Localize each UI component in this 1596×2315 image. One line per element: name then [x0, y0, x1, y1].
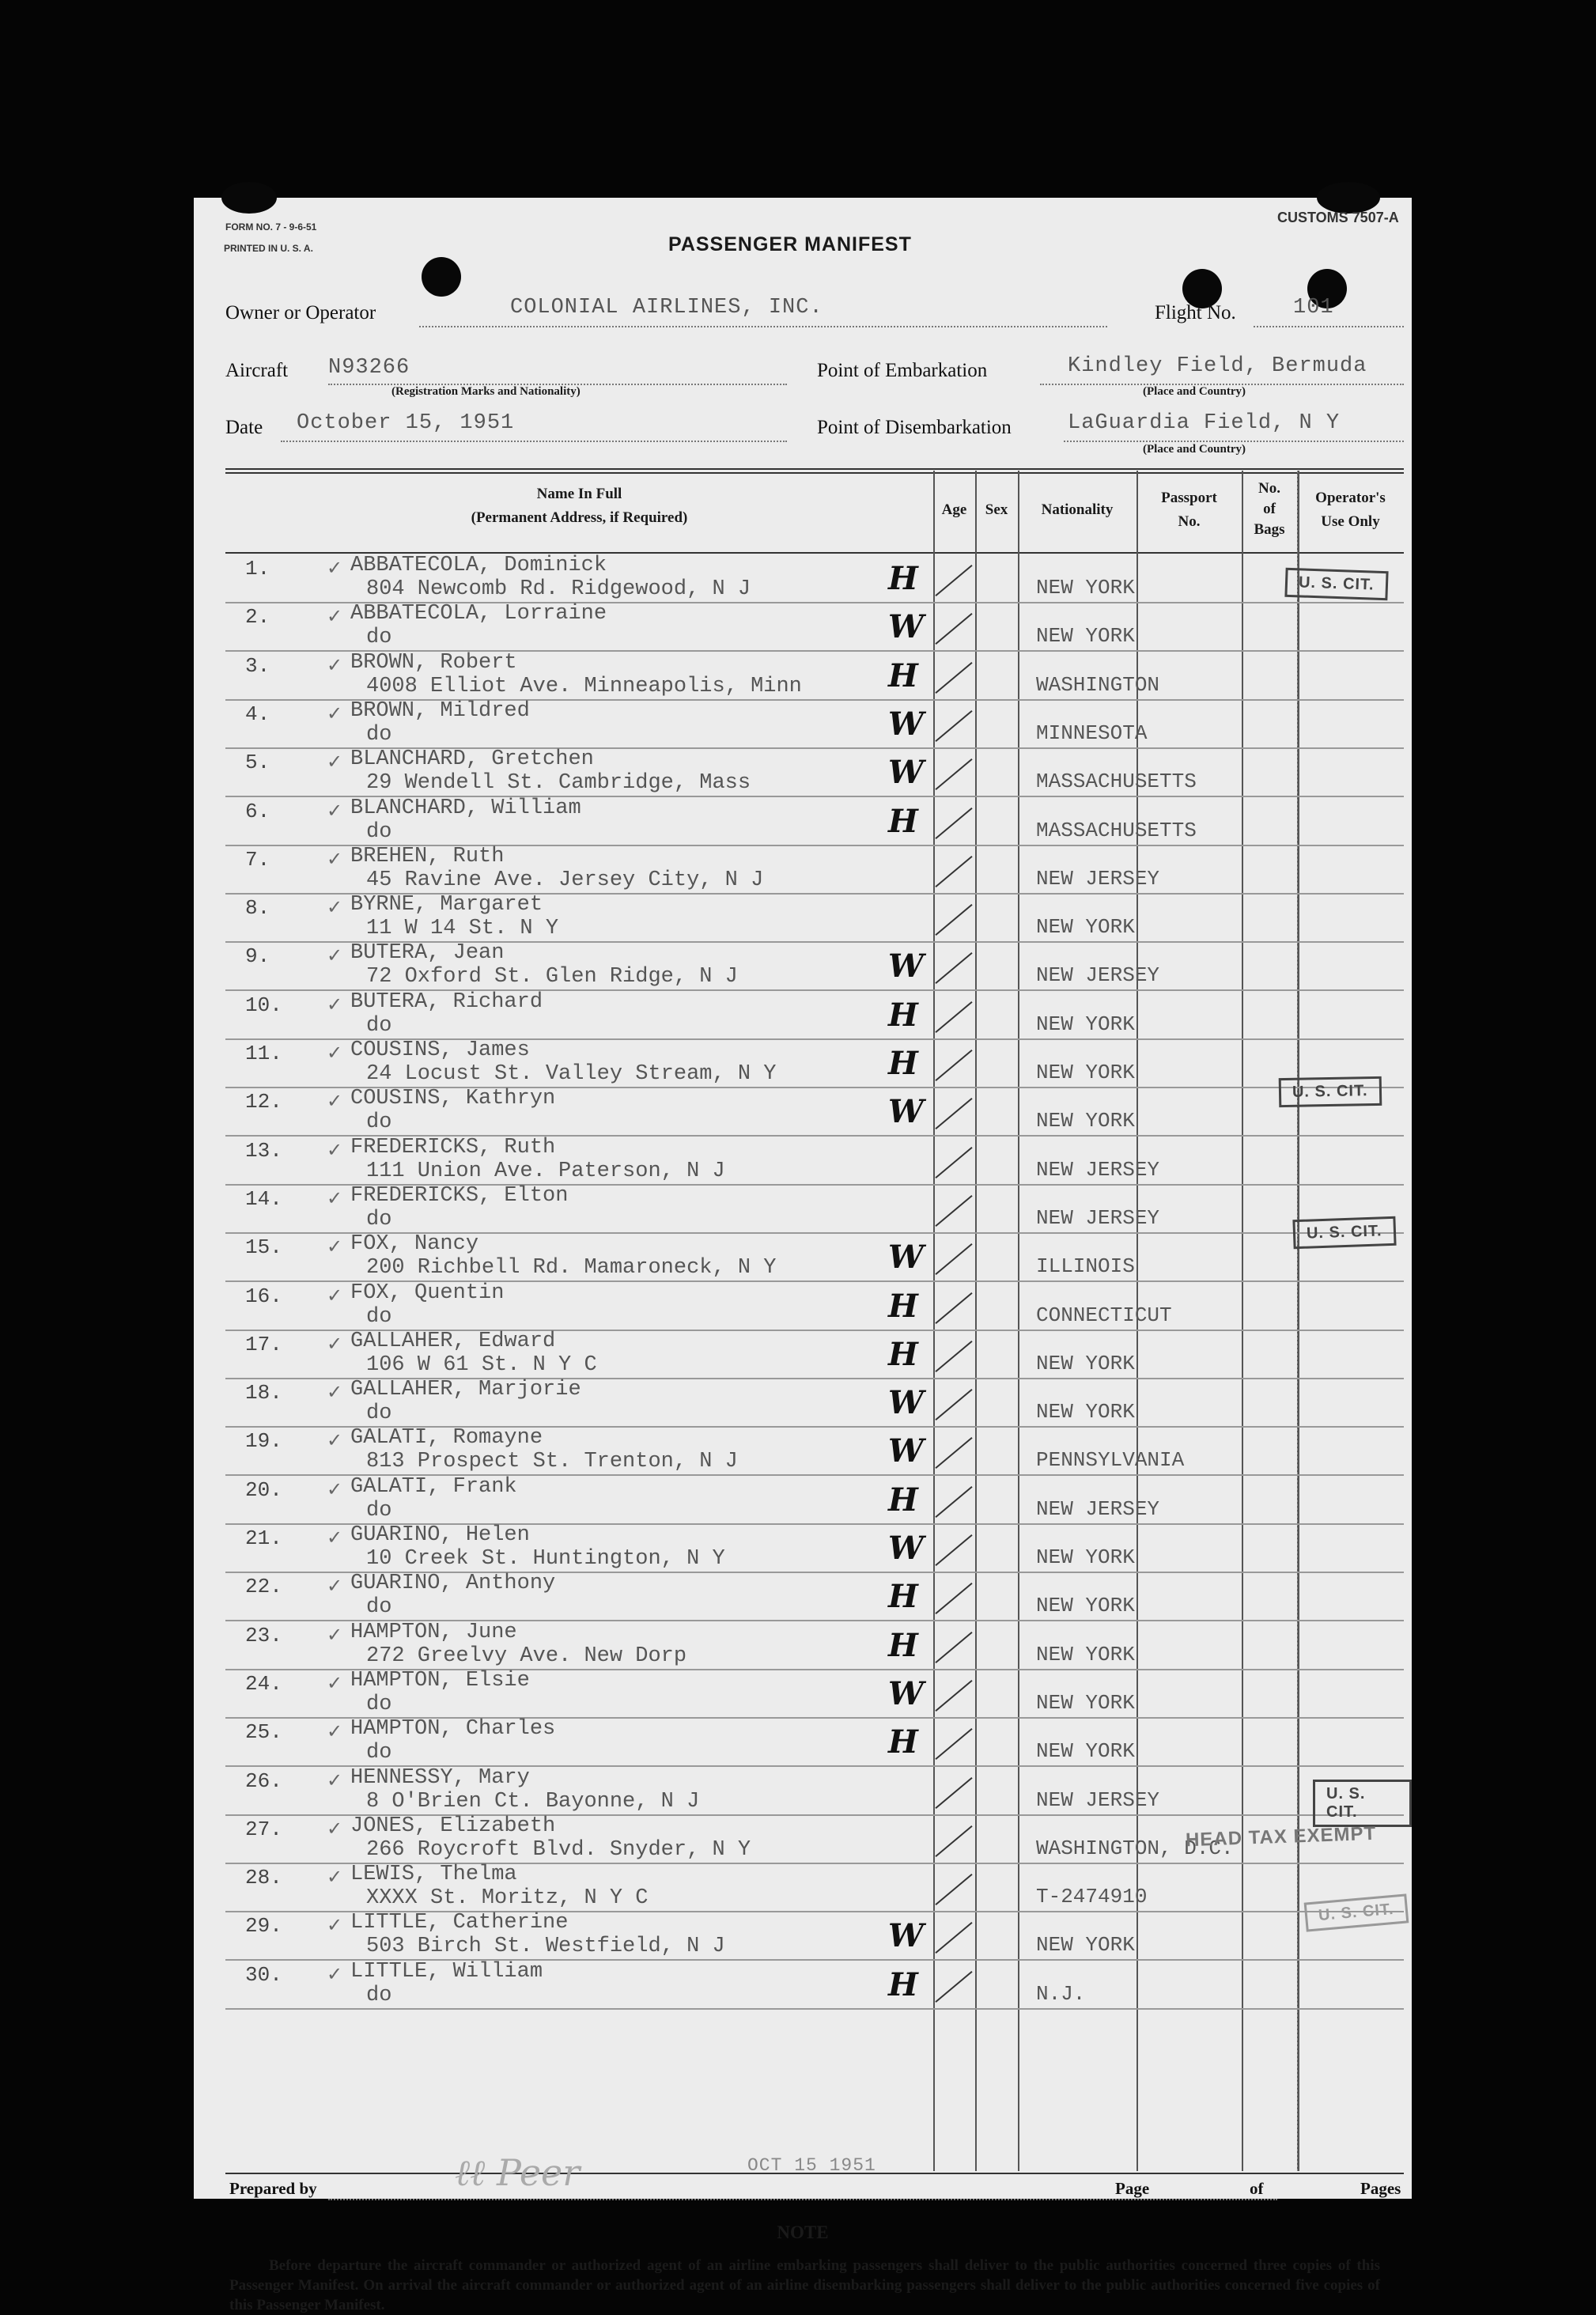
- passenger-number: 4.: [245, 702, 270, 726]
- passenger-number: 6.: [245, 799, 270, 823]
- check-mark-icon: ✓: [327, 1090, 343, 1113]
- passenger-name: BLANCHARD, Gretchen: [350, 747, 594, 772]
- passenger-number: 18.: [245, 1381, 282, 1405]
- disembarkation-label: Point of Disembarkation: [817, 417, 1012, 438]
- passenger-name: GUARINO, Helen: [350, 1523, 530, 1547]
- check-mark-icon: ✓: [327, 1429, 343, 1452]
- us-cit-stamp: U. S. CIT.: [1279, 1076, 1382, 1107]
- table-row: [225, 1184, 1404, 1234]
- check-mark-icon: ✓: [327, 1042, 343, 1064]
- passenger-sex-mark: H: [888, 1335, 918, 1373]
- punch-hole: [221, 182, 277, 214]
- table-row: [225, 893, 1404, 943]
- age-slash-mark: [935, 1583, 972, 1614]
- pages-label: Pages: [1360, 2179, 1401, 2198]
- passenger-address: do: [366, 626, 392, 650]
- passenger-nationality: N.J.: [1036, 1981, 1086, 2006]
- table-row: [225, 1475, 1404, 1525]
- passenger-number: 15.: [245, 1235, 282, 1260]
- age-slash-mark: [935, 1195, 972, 1227]
- check-mark-icon: ✓: [327, 1186, 343, 1209]
- passenger-address: do: [366, 722, 392, 747]
- passenger-number: 21.: [245, 1526, 282, 1550]
- passenger-name: HENNESSY, Mary: [350, 1765, 530, 1790]
- passenger-number: 20.: [245, 1477, 282, 1502]
- passenger-address: 24 Locust St. Valley Stream, N Y: [366, 1062, 777, 1086]
- age-slash-mark: [935, 1001, 972, 1033]
- age-slash-mark: [935, 1825, 972, 1857]
- passenger-address: do: [366, 1741, 392, 1765]
- table-row: [225, 554, 1404, 603]
- table-row: [225, 651, 1404, 701]
- age-slash-mark: [935, 904, 972, 936]
- passenger-number: 10.: [245, 993, 282, 1017]
- passenger-number: 2.: [245, 605, 270, 630]
- passenger-sex-mark: W: [888, 1530, 924, 1567]
- passenger-nationality: NEW YORK: [1036, 576, 1135, 600]
- passenger-nationality: NEW JERSEY: [1036, 866, 1160, 891]
- passenger-address: XXXX St. Moritz, N Y C: [366, 1886, 649, 1911]
- passenger-number: 22.: [245, 1575, 282, 1599]
- age-slash-mark: [935, 1971, 972, 2003]
- passenger-address: 8 O'Brien Ct. Bayonne, N J: [366, 1789, 700, 1814]
- age-slash-mark: [935, 1292, 972, 1323]
- owner-value: COLONIAL AIRLINES, INC.: [510, 296, 823, 320]
- of-label: of: [1250, 2179, 1264, 2198]
- flight-value: 101: [1293, 296, 1334, 320]
- us-cit-stamp: U. S. CIT.: [1313, 1780, 1412, 1827]
- passenger-name: GALLAHER, Marjorie: [350, 1378, 581, 1402]
- check-mark-icon: ✓: [327, 1962, 343, 1985]
- passenger-address: 4008 Elliot Ave. Minneapolis, Minn: [366, 674, 802, 698]
- passenger-address: do: [366, 819, 392, 844]
- col-passport-header: Passport No.: [1161, 490, 1217, 530]
- passenger-nationality: NEW YORK: [1036, 1400, 1135, 1424]
- age-slash-mark: [935, 1728, 972, 1760]
- us-cit-stamp: U. S. CIT.: [1292, 1216, 1396, 1249]
- passenger-sex-mark: H: [888, 1965, 918, 2003]
- passenger-number: 23.: [245, 1623, 282, 1647]
- check-mark-icon: ✓: [327, 1477, 343, 1500]
- passenger-nationality: NEW YORK: [1036, 1933, 1135, 1958]
- passenger-address: do: [366, 1983, 392, 2007]
- passenger-name: LITTLE, Catherine: [350, 1911, 569, 1935]
- passenger-name: GALATI, Frank: [350, 1474, 517, 1499]
- passenger-number: 25.: [245, 1720, 282, 1745]
- table-row: [225, 1038, 1404, 1088]
- passenger-number: 30.: [245, 1962, 282, 1987]
- age-slash-mark: [935, 1680, 972, 1712]
- passenger-nationality: NEW YORK: [1036, 1690, 1135, 1715]
- col-operator-header: Operator's Use Only: [1315, 490, 1386, 530]
- age-slash-mark: [935, 1534, 972, 1566]
- passenger-nationality: CONNECTICUT: [1036, 1303, 1172, 1327]
- passenger-sex-mark: H: [888, 1626, 918, 1664]
- passenger-nationality: NEW YORK: [1036, 1109, 1135, 1133]
- passenger-name: BROWN, Mildred: [350, 698, 530, 723]
- passenger-address: 266 Roycroft Blvd. Snyder, N Y: [366, 1837, 751, 1862]
- age-slash-mark: [935, 807, 972, 838]
- passenger-number: 5.: [245, 751, 270, 775]
- table-row: [225, 1911, 1404, 1961]
- passenger-sex-mark: W: [888, 705, 924, 743]
- table-row: [225, 1621, 1404, 1670]
- passenger-address: 804 Newcomb Rd. Ridgewood, N J: [366, 577, 751, 601]
- passenger-address: 29 Wendell St. Cambridge, Mass: [366, 771, 751, 796]
- passenger-address: do: [366, 1692, 392, 1716]
- age-slash-mark: [935, 1147, 972, 1178]
- owner-label: Owner or Operator: [225, 302, 376, 323]
- table-row: [225, 1232, 1404, 1282]
- passenger-address: 503 Birch St. Westfield, N J: [366, 1935, 725, 1959]
- table-row: [225, 1330, 1404, 1379]
- age-slash-mark: [935, 1341, 972, 1372]
- passenger-number: 14.: [245, 1186, 282, 1211]
- passenger-name: HAMPTON, Charles: [350, 1717, 556, 1742]
- table-row: [225, 1669, 1404, 1719]
- age-slash-mark: [935, 613, 972, 645]
- passenger-number: 29.: [245, 1914, 282, 1939]
- check-mark-icon: ✓: [327, 1381, 343, 1404]
- passenger-nationality: NEW YORK: [1036, 915, 1135, 940]
- passenger-nationality: MINNESOTA: [1036, 721, 1148, 745]
- passenger-nationality: NEW YORK: [1036, 1351, 1135, 1375]
- check-mark-icon: ✓: [327, 799, 343, 822]
- passenger-name: FREDERICKS, Ruth: [350, 1135, 556, 1159]
- table-row: [225, 796, 1404, 846]
- prepared-by-label: Prepared by: [229, 2179, 317, 2198]
- printed-label: PRINTED IN U. S. A.: [224, 243, 313, 254]
- age-slash-mark: [935, 1050, 972, 1081]
- passenger-nationality: NEW YORK: [1036, 1739, 1135, 1764]
- passenger-name: BREHEN, Ruth: [350, 844, 505, 868]
- age-slash-mark: [935, 1632, 972, 1663]
- passenger-address: 11 W 14 St. N Y: [366, 917, 559, 941]
- passenger-number: 24.: [245, 1671, 282, 1696]
- passenger-sex-mark: H: [888, 1723, 918, 1761]
- passenger-sex-mark: W: [888, 1239, 924, 1277]
- passenger-nationality: NEW YORK: [1036, 1642, 1135, 1666]
- punch-hole: [1317, 182, 1380, 214]
- passenger-nationality: NEW YORK: [1036, 1061, 1135, 1084]
- date-received-stamp: OCT 15 1951: [747, 2155, 876, 2176]
- table-row: [225, 990, 1404, 1040]
- age-slash-mark: [935, 1776, 972, 1808]
- col-sex-header: Sex: [985, 501, 1008, 518]
- age-slash-mark: [935, 1922, 972, 1954]
- passenger-name: HAMPTON, Elsie: [350, 1668, 530, 1693]
- embarkation-value: Kindley Field, Bermuda: [1068, 354, 1367, 378]
- passenger-address: 72 Oxford St. Glen Ridge, N J: [366, 965, 738, 989]
- embarkation-sublabel: (Place and Country): [1143, 385, 1246, 398]
- table-row: [225, 602, 1404, 652]
- age-slash-mark: [935, 1389, 972, 1420]
- table-row: [225, 1960, 1404, 2010]
- date-value: October 15, 1951: [297, 411, 515, 435]
- passenger-nationality: WASHINGTON, D.C.: [1036, 1836, 1234, 1860]
- passenger-name: BROWN, Robert: [350, 650, 517, 675]
- table-row: [225, 1087, 1404, 1137]
- passenger-sex-mark: W: [888, 1093, 924, 1131]
- passenger-name: LEWIS, Thelma: [350, 1863, 517, 1887]
- passenger-address: 106 W 61 St. N Y C: [366, 1352, 597, 1377]
- check-mark-icon: ✓: [327, 1720, 343, 1743]
- us-cit-stamp: U. S. CIT.: [1304, 1893, 1409, 1931]
- check-mark-icon: ✓: [327, 1768, 343, 1791]
- passenger-name: FOX, Quentin: [350, 1280, 505, 1305]
- age-slash-mark: [935, 662, 972, 694]
- check-mark-icon: ✓: [327, 896, 343, 919]
- passenger-number: 3.: [245, 653, 270, 678]
- table-row: [225, 1136, 1404, 1186]
- passenger-name: COUSINS, James: [350, 1038, 530, 1062]
- passenger-sex-mark: W: [888, 1384, 924, 1422]
- manifest-sheet: [194, 198, 1412, 2313]
- date-label: Date: [225, 417, 263, 438]
- check-mark-icon: ✓: [327, 1817, 343, 1840]
- check-mark-icon: ✓: [327, 605, 343, 628]
- age-slash-mark: [935, 1098, 972, 1129]
- passenger-nationality: MASSACHUSETTS: [1036, 818, 1197, 842]
- disembarkation-sublabel: (Place and Country): [1143, 443, 1246, 456]
- passenger-nationality: MASSACHUSETTS: [1036, 770, 1197, 794]
- passenger-nationality: NEW JERSEY: [1036, 1205, 1160, 1230]
- table-row: [225, 1863, 1404, 1912]
- aircraft-label: Aircraft: [225, 360, 289, 381]
- passenger-nationality: NEW JERSEY: [1036, 1496, 1160, 1521]
- passenger-address: 45 Ravine Ave. Jersey City, N J: [366, 868, 764, 892]
- table-row: [225, 941, 1404, 991]
- passenger-address: do: [366, 1401, 392, 1426]
- punch-hole: [422, 257, 461, 297]
- passenger-sex-mark: H: [888, 802, 918, 840]
- table-row: [225, 1766, 1404, 1816]
- passenger-sex-mark: W: [888, 1432, 924, 1470]
- passenger-nationality: ILLINOIS: [1036, 1254, 1135, 1279]
- age-slash-mark: [935, 856, 972, 887]
- embarkation-label: Point of Embarkation: [817, 360, 988, 381]
- form-number: FORM NO. 7 - 9-6-51: [225, 221, 317, 233]
- passenger-address: do: [366, 1498, 392, 1523]
- col-name-header: Name In Full (Permanent Address, if Required): [471, 486, 688, 526]
- passenger-nationality: T-2474910: [1036, 1885, 1148, 1909]
- passenger-nationality: NEW YORK: [1036, 1545, 1135, 1569]
- passenger-sex-mark: W: [888, 608, 924, 646]
- passenger-sex-mark: H: [888, 656, 918, 694]
- passenger-name: ABBATECOLA, Lorraine: [350, 602, 607, 626]
- passenger-nationality: NEW JERSEY: [1036, 1157, 1160, 1182]
- age-slash-mark: [935, 1874, 972, 1905]
- table-row: [225, 1717, 1404, 1767]
- check-mark-icon: ✓: [327, 653, 343, 676]
- passenger-sex-mark: W: [888, 1674, 924, 1712]
- check-mark-icon: ✓: [327, 1671, 343, 1694]
- passenger-sex-mark: W: [888, 948, 924, 985]
- age-slash-mark: [935, 1486, 972, 1518]
- passenger-number: 17.: [245, 1332, 282, 1356]
- passenger-name: GALLAHER, Edward: [350, 1329, 556, 1353]
- passenger-name: BYRNE, Margaret: [350, 893, 543, 917]
- table-row: [225, 1378, 1404, 1428]
- table-row: [225, 699, 1404, 749]
- passenger-number: 11.: [245, 1042, 282, 1065]
- aircraft-sublabel: (Registration Marks and Nationality): [391, 385, 581, 398]
- check-mark-icon: ✓: [327, 1526, 343, 1549]
- passenger-name: JONES, Elizabeth: [350, 1814, 556, 1838]
- note-title: NOTE: [777, 2222, 829, 2242]
- passenger-number: 8.: [245, 896, 270, 921]
- page-title: PASSENGER MANIFEST: [668, 233, 912, 255]
- passenger-number: 13.: [245, 1138, 282, 1163]
- passenger-name: HAMPTON, June: [350, 1620, 517, 1644]
- check-mark-icon: ✓: [327, 944, 343, 967]
- passenger-number: 9.: [245, 944, 270, 969]
- check-mark-icon: ✓: [327, 1623, 343, 1646]
- passenger-nationality: NEW YORK: [1036, 1594, 1135, 1618]
- page-label: Page: [1115, 2179, 1150, 2198]
- passenger-sex-mark: H: [888, 996, 918, 1034]
- passenger-nationality: NEW JERSEY: [1036, 963, 1160, 988]
- passenger-name: COUSINS, Kathryn: [350, 1087, 556, 1111]
- passenger-number: 26.: [245, 1768, 282, 1793]
- table-row: [225, 1426, 1404, 1476]
- age-slash-mark: [935, 1243, 972, 1275]
- passenger-address: do: [366, 1110, 392, 1135]
- passenger-number: 16.: [245, 1284, 282, 1308]
- passenger-number: 28.: [245, 1866, 282, 1890]
- passenger-number: 7.: [245, 847, 270, 872]
- check-mark-icon: ✓: [327, 1914, 343, 1937]
- check-mark-icon: ✓: [327, 993, 343, 1016]
- col-age-header: Age: [941, 501, 967, 518]
- passenger-nationality: NEW JERSEY: [1036, 1787, 1160, 1812]
- passenger-address: do: [366, 1013, 392, 1038]
- age-slash-mark: [935, 758, 972, 790]
- check-mark-icon: ✓: [327, 702, 343, 724]
- check-mark-icon: ✓: [327, 1866, 343, 1889]
- flight-label: Flight No.: [1155, 302, 1236, 323]
- passenger-sex-mark: W: [888, 1917, 924, 1955]
- table-row: [225, 1281, 1404, 1331]
- us-cit-stamp: U. S. CIT.: [1284, 568, 1388, 600]
- table-row: [225, 747, 1404, 797]
- passenger-address: 10 Creek St. Huntington, N Y: [366, 1547, 725, 1571]
- passenger-nationality: NEW YORK: [1036, 1012, 1135, 1036]
- passenger-name: GUARINO, Anthony: [350, 1572, 556, 1596]
- check-mark-icon: ✓: [327, 1575, 343, 1598]
- passenger-address: do: [366, 1595, 392, 1620]
- passenger-sex-mark: H: [888, 1481, 918, 1519]
- customs-form-number: CUSTOMS 7507-A: [1277, 210, 1399, 225]
- check-mark-icon: ✓: [327, 1332, 343, 1355]
- passenger-name: BUTERA, Jean: [350, 941, 505, 966]
- passenger-sex-mark: H: [888, 1578, 918, 1616]
- tax-exempt-stamp: HEAD TAX EXEMPT: [1185, 1822, 1377, 1852]
- age-slash-mark: [935, 1437, 972, 1469]
- check-mark-icon: ✓: [327, 1235, 343, 1258]
- passenger-nationality: PENNSYLVANIA: [1036, 1448, 1185, 1473]
- passenger-sex-mark: H: [888, 1287, 918, 1325]
- passenger-number: 27.: [245, 1817, 282, 1841]
- check-mark-icon: ✓: [327, 1284, 343, 1307]
- aircraft-value: N93266: [328, 356, 410, 380]
- preparer-signature: ℓℓ Peer: [455, 2151, 581, 2194]
- table-row: [225, 1523, 1404, 1573]
- passenger-nationality: NEW YORK: [1036, 624, 1135, 649]
- passenger-name: BUTERA, Richard: [350, 989, 543, 1014]
- col-bags-header: No. of Bags: [1254, 480, 1285, 538]
- check-mark-icon: ✓: [327, 557, 343, 579]
- passenger-sex-mark: H: [888, 1045, 918, 1082]
- age-slash-mark: [935, 710, 972, 742]
- passenger-address: do: [366, 1304, 392, 1329]
- passenger-number: 1.: [245, 557, 270, 581]
- age-slash-mark: [935, 565, 972, 596]
- passenger-name: LITTLE, William: [350, 1959, 543, 1984]
- table-row: [225, 845, 1404, 895]
- age-slash-mark: [935, 952, 972, 984]
- passenger-name: FREDERICKS, Elton: [350, 1183, 569, 1208]
- passenger-address: 200 Richbell Rd. Mamaroneck, N Y: [366, 1256, 777, 1280]
- passenger-name: FOX, Nancy: [350, 1232, 479, 1257]
- passenger-address: do: [366, 1207, 392, 1231]
- disembarkation-value: LaGuardia Field, N Y: [1068, 411, 1341, 435]
- table-row: [225, 1572, 1404, 1621]
- note-text: Before departure the aircraft commander or authorized agent of an airline embarking passengers shall deliver to the public authorities concerned three copies of this Passenger Manifest. On arrival the aircraft commander or authorized agent of an airline disembarking passengers shall deliver to the public authorities concerned five copies of this Passenger Manifest.: [229, 2257, 1380, 2313]
- passenger-address: 272 Greelvy Ave. New Dorp: [366, 1644, 687, 1668]
- passenger-name: BLANCHARD, William: [350, 796, 581, 820]
- passenger-nationality: WASHINGTON: [1036, 672, 1160, 697]
- passenger-address: 111 Union Ave. Paterson, N J: [366, 1159, 725, 1183]
- passenger-address: 813 Prospect St. Trenton, N J: [366, 1450, 738, 1474]
- passenger-number: 19.: [245, 1429, 282, 1454]
- check-mark-icon: ✓: [327, 847, 343, 870]
- col-nationality-header: Nationality: [1041, 501, 1114, 518]
- passenger-number: 12.: [245, 1090, 282, 1114]
- passenger-name: GALATI, Romayne: [350, 1426, 543, 1451]
- check-mark-icon: ✓: [327, 751, 343, 774]
- passenger-sex-mark: H: [888, 560, 918, 597]
- passenger-sex-mark: W: [888, 754, 924, 792]
- passenger-name: ABBATECOLA, Dominick: [350, 554, 607, 577]
- check-mark-icon: ✓: [327, 1138, 343, 1161]
